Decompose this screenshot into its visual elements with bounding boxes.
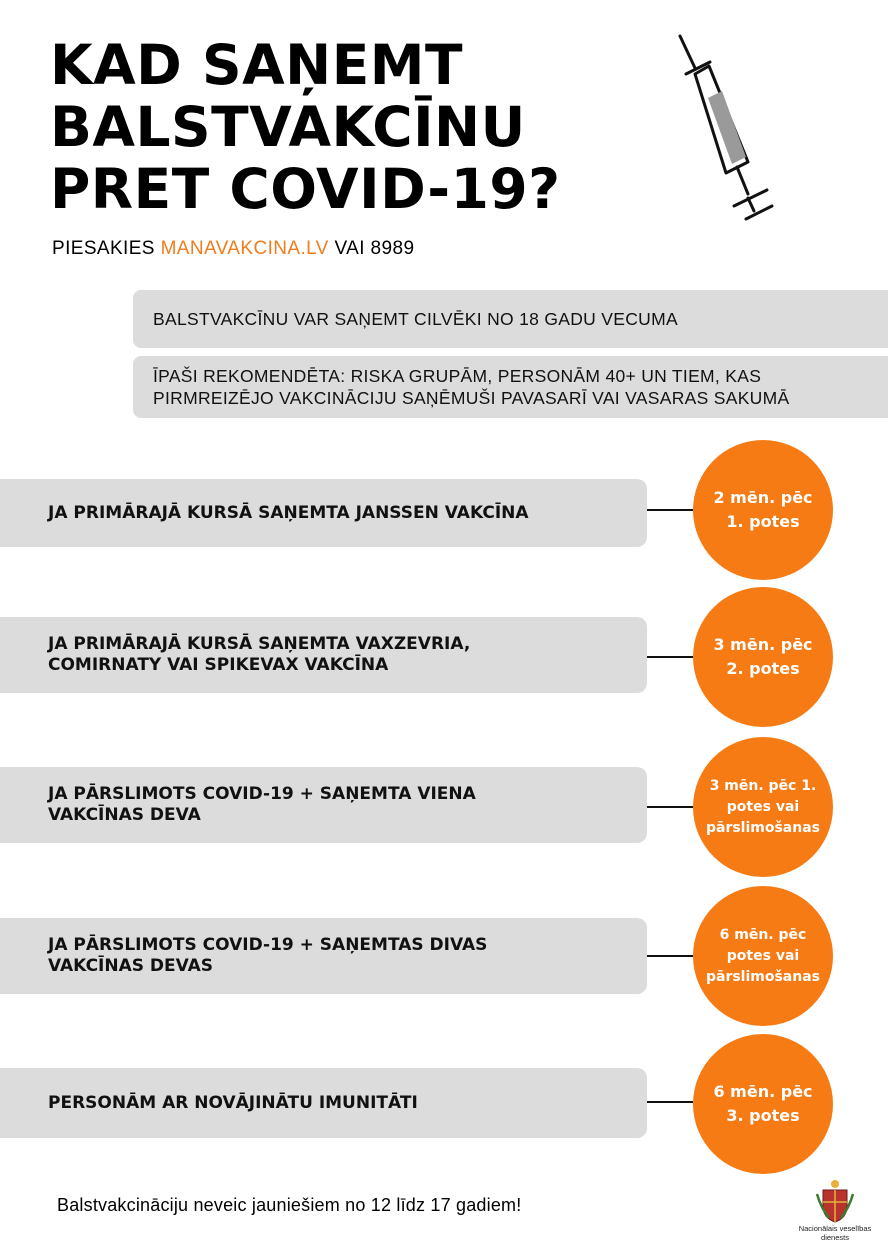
title-line-1: KAD SAŅEMT	[50, 33, 464, 97]
recommendation-line-2: PIRMREIZĒJO VAKCINĀCIJU SAŅĒMUŠI PAVASARĪ VAI VASARAS SAKUMĀ	[153, 388, 790, 408]
registration-info	[52, 238, 414, 260]
recommendation-panel	[133, 356, 888, 418]
age-info-panel	[133, 290, 888, 348]
connector-line	[647, 656, 693, 658]
connector-line	[647, 509, 693, 511]
connector-line	[647, 806, 693, 808]
syringe-icon	[662, 30, 792, 230]
coat-of-arms-icon	[815, 1178, 855, 1224]
logo-text-line-2: dienests	[821, 1233, 849, 1242]
condition-label: JA PĀRSLIMOTS COVID-19 + SAŅEMTAS DIVAS VAKCĪNAS DEVAS	[48, 935, 488, 976]
timing-badge	[693, 587, 833, 727]
condition-label: JA PRIMĀRAJĀ KURSĀ SAŅEMTA JANSSEN VAKCĪNA	[48, 502, 529, 523]
footer-note: Balstvakcināciju neveic jauniešiem no 12 līdz 17 gadiem!	[57, 1195, 522, 1215]
condition-row-recovered-two-doses	[0, 918, 647, 994]
connector-line	[647, 1101, 693, 1103]
manavakcina-link[interactable]: MANAVAKCINA.LV	[160, 238, 329, 259]
timing-text: 3 mēn. pēc 1. potes vai pārslimošanas	[705, 777, 821, 836]
connector-line	[647, 955, 693, 957]
timing-badge	[693, 737, 833, 877]
register-prefix: PIESAKIES	[52, 238, 155, 259]
timing-badge	[693, 1034, 833, 1174]
condition-label: JA PRIMĀRAJĀ KURSĀ SAŅEMTA VAXZEVRIA, COMIRNATY VAI SPIKEVAX VAKCĪNA	[48, 634, 471, 675]
condition-row-vaxzevria	[0, 617, 647, 693]
condition-label: PERSONĀM AR NOVĀJINĀTU IMUNITĀTI	[48, 1092, 418, 1113]
logo-text-line-1: Nacionālais veselības	[798, 1224, 872, 1233]
register-suffix: VAI 8989	[334, 238, 415, 259]
page-title	[50, 34, 561, 220]
timing-text: 6 mēn. pēc 3. potes	[713, 1082, 813, 1125]
condition-row-janssen	[0, 479, 647, 547]
condition-row-recovered-one-dose	[0, 767, 647, 843]
timing-text: 2 mēn. pēc 1. potes	[713, 488, 813, 531]
timing-text: 3 mēn. pēc 2. potes	[713, 635, 813, 678]
age-info-text: BALSTVAKCĪNU VAR SAŅEMT CILVĒKI NO 18 GADU VECUMA	[153, 309, 678, 329]
nvd-logo	[790, 1178, 880, 1242]
condition-row-weakened-immunity	[0, 1068, 647, 1138]
title-line-2: BALSTVAKCĪNU	[50, 95, 526, 159]
title-line-3: PRET COVID-19?	[50, 157, 561, 221]
recommendation-line-1: ĪPAŠI REKOMENDĒTA: RISKA GRUPĀM, PERSONĀM 40+ UN TIEM, KAS	[153, 366, 762, 386]
timing-text: 6 mēn. pēc potes vai pārslimošanas	[705, 926, 821, 985]
condition-label: JA PĀRSLIMOTS COVID-19 + SAŅEMTA VIENA VAKCĪNAS DEVA	[48, 784, 476, 825]
timing-badge	[693, 886, 833, 1026]
timing-badge	[693, 440, 833, 580]
